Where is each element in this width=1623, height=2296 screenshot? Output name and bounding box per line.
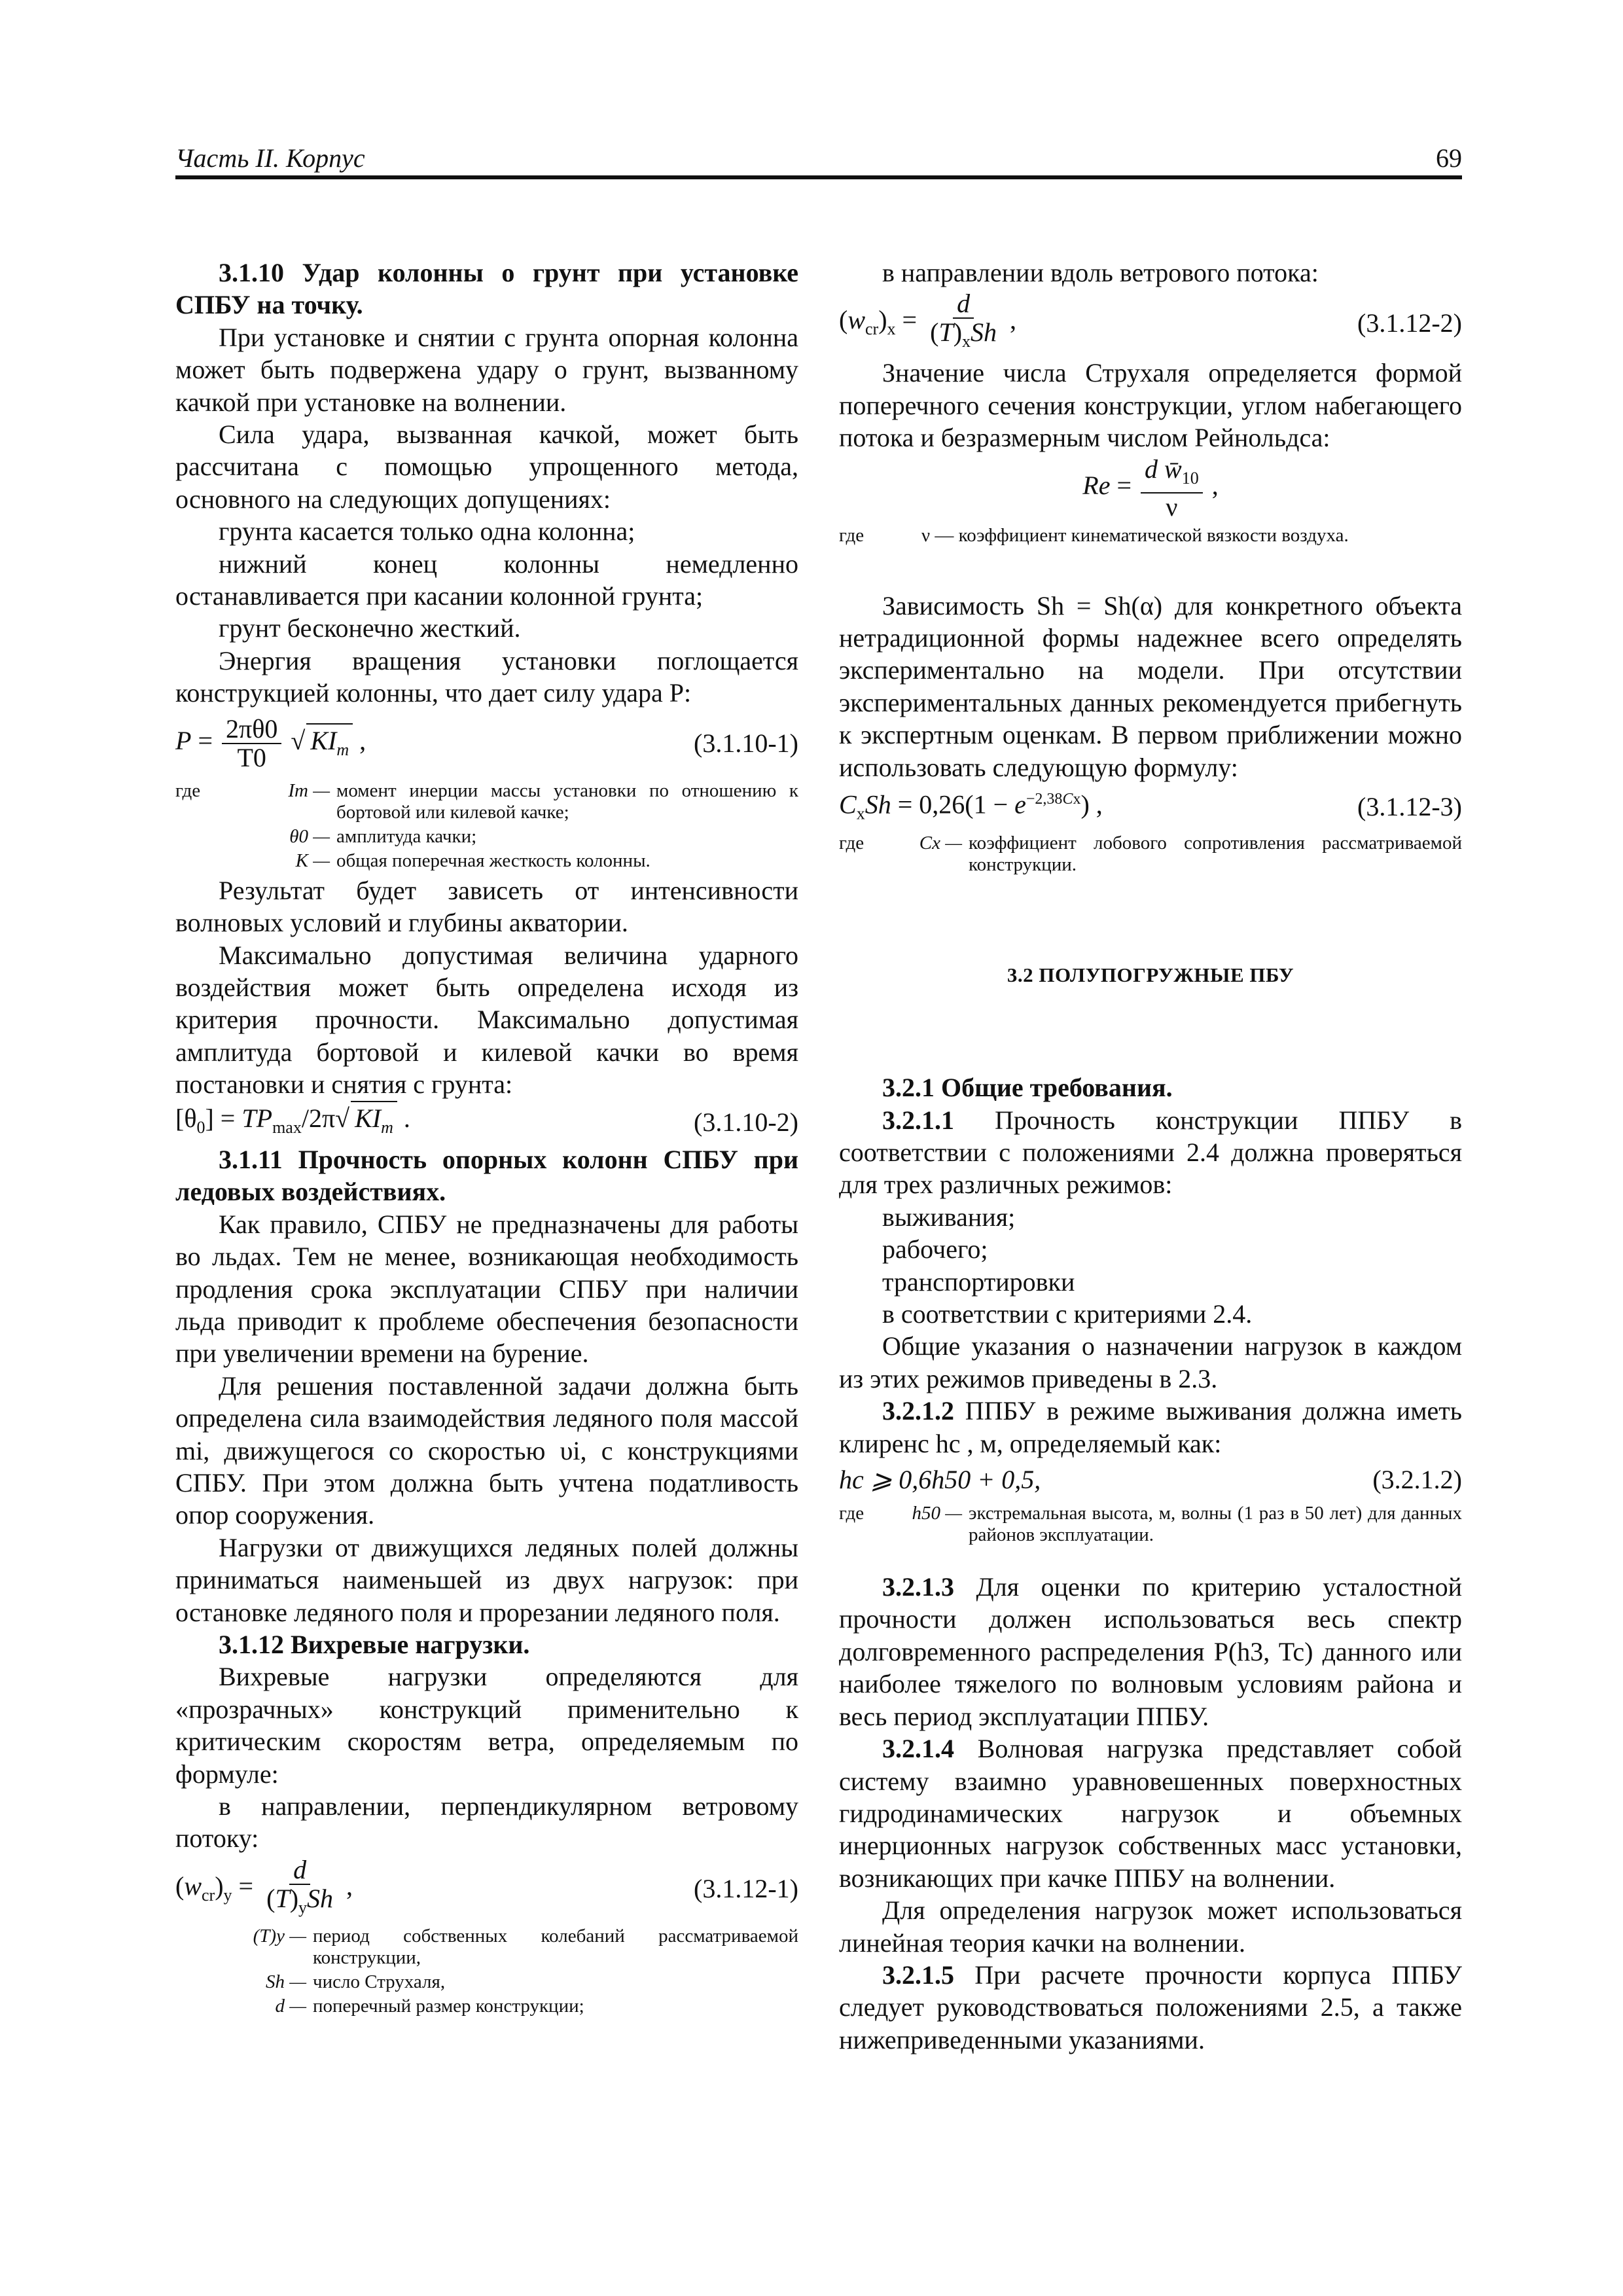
formula-3-1-12-3: $C_xSh = 0,26(1 - e^{-2,38Cx})$ , (3.1.12-3) [839, 789, 1462, 823]
formula-3-1-12-2: $(w_{cr})_x$ = $\frac{d}{(T)_xSh}$ , (3.1.12-2) [839, 289, 1462, 357]
formula-number: (3.1.12-1) [694, 1874, 798, 1904]
paragraph: Для определения нагрузок может использоваться линейная теория качки на волнении. [839, 1895, 1462, 1958]
section-title-3-2: 3.2 ПОЛУПОГРУЖНЫЕ ПБУ [1007, 963, 1294, 986]
note-line: Sh — число Струхаля, [265, 1971, 446, 1992]
note-line: где ν — коэффициент кинематической вязкости воздуха. [839, 524, 1349, 546]
formula-number: (3.1.10-1) [694, 728, 798, 758]
paragraph: Результат будет зависеть от интенсивности волновых условий и глубины акватории. [175, 875, 798, 938]
paragraph: 3.2.1.1 Прочность конструкции ППБУ в соответствии с положениями 2.4 должна проверяться для трех различных режимов: [839, 1105, 1463, 1200]
fraction: $\frac{d}{(T)_ySh}$ [266, 1854, 334, 1917]
right-column [839, 257, 1462, 2056]
formula-reynolds: Re = $\frac{d w̄_{10}}{\nu}$ , [1082, 454, 1219, 522]
formula-number: (3.1.12-2) [1357, 308, 1462, 338]
paragraph: 3.2.1.4 Волновая нагрузка представляет собой систему взаимно уравновешенных поверхностных гидродинамических нагрузок и объемных инерционных нагрузок собственных масс установки, возникающих при качке ППБУ на волнении. [839, 1734, 1462, 1893]
paragraph: Сила удара, вызванная качкой, может быть рассчитана с помощью упрощенного метода, основного на следующих допущениях: [175, 420, 798, 514]
fraction: $\frac{d}{(T)_xSh}$ [930, 289, 997, 351]
note-line: θ0 — амплитуда качки; [289, 825, 477, 847]
note-line: где h50 — экстремальная высота, м, волны (1 раз в 50 лет) для данных районов эксплуатации. [839, 1503, 1462, 1546]
formula-number: (3.1.10-2) [694, 1107, 798, 1137]
paragraph: При установке и снятии с грунта опорная колонна может быть подвержена удару о грунт, вызванному качкой при установке на волнении. [175, 322, 798, 417]
paragraph: Как правило, СПБУ не предназначены для работы во льдах. Тем не менее, возникающая необходимость продления срока эксплуатации СПБУ при наличии льда приводит к проблеме обеспечения безопасности при увеличении времени на бурение. [175, 1209, 798, 1369]
paragraph: 3.2.1.2 ППБУ в режиме выживания должна иметь клиренс hc , м, определяемый как: [839, 1396, 1462, 1458]
fraction: $\frac{d w̄_{10}}{\nu}$ [1141, 456, 1203, 521]
paragraph: Вихревые нагрузки определяются для «прозрачных» конструкций применительно к критическим скоростям ветра, определяемым по формуле: [175, 1662, 798, 1789]
left-column [175, 257, 798, 2020]
paragraph: 3.2.1.3 Для оценки по критерию усталостной прочности должен использоваться весь спектр долговременного распределения P(h3, Tc) данного или наиболее тяжелого по волновым условиям района и весь период эксплуатации ППБУ. [839, 1572, 1462, 1731]
note-line: где Im — момент инерции массы установки по отношению к бортовой или килевой качке; [175, 780, 798, 823]
paragraph: Общие указания о назначении нагрузок в каждом из этих режимов приведены в 2.3. [839, 1331, 1462, 1393]
page-number: 69 [1436, 143, 1462, 173]
note-line: (T)y — период собственных колебаний рассматриваемой конструкции, [253, 1925, 798, 1968]
note-line: где Cx — коэффициент лобового сопротивления рассматриваемой конструкции. [839, 832, 1462, 875]
note-line: d — поперечный размер конструкции; [275, 1995, 584, 2017]
formula-3-2-1-2: hc ⩾ 0,6h50 + 0,5, (3.2.1.2) [839, 1460, 1462, 1500]
heading-3-1-12: 3.1.12 Вихревые нагрузки. [219, 1630, 530, 1660]
heading-3-2-1: 3.2.1 Общие требования. [882, 1073, 1173, 1103]
header-rule [175, 175, 1462, 179]
heading-3-1-10: 3.1.10 Удар колонны о грунт при установке СПБУ на точку. [175, 258, 798, 320]
formula-3-1-12-1: $(w_{cr})_y$ = $\frac{d}{(T)_ySh}$ , (3.1.12-1) [175, 1855, 798, 1923]
mode-item: рабочего; [882, 1234, 988, 1265]
paragraph: в направлении, перпендикулярном ветровому потоку: [175, 1791, 798, 1854]
paragraph: Зависимость Sh = Sh(α) для конкретного объекта нетрадиционной формы надежнее всего определять экспериментально на модели. При отсутствии экспериментальных данных рекомендуется прибегнуть к экспертным оценкам. В первом приближении можно использовать следующую формулу: [839, 590, 1462, 782]
paragraph: Максимально допустимая величина ударного воздействия может быть определена исходя из критерия прочности. Максимально допустимая амплитуда бортовой и килевой качки во время постановки и снятия с грунта: [175, 940, 798, 1100]
formula-3-1-10-1: P = $\frac{2\pi\theta 0}{T0}$ √ $KI_m$ , (3.1.10-1) [175, 713, 798, 772]
paragraph: 3.2.1.5 При расчете прочности корпуса ППБУ следует руководствоваться положениями 2.5, а также нижеприведенными указаниями. [839, 1960, 1462, 2054]
paragraph: Значение числа Струхаля определяется формой поперечного сечения конструкции, углом набегающего потока и безразмерным числом Рейнольдса: [839, 358, 1462, 453]
mode-item: выживания; [882, 1202, 1016, 1232]
paragraph: Энергия вращения установки поглощается конструкцией колонны, что дает силу удара P: [175, 645, 798, 708]
assumption-item: нижний конец колонны немедленно останавливается при касании колонной грунта; [175, 548, 798, 611]
fraction: $\frac{2\pi\theta 0}{T0}$ [222, 715, 281, 772]
formula-number: (3.2.1.2) [1372, 1465, 1462, 1495]
heading-3-1-11: 3.1.11 Прочность опорных колонн СПБУ при ледовых воздействиях. [175, 1144, 798, 1207]
mode-item: транспортировки [882, 1266, 1075, 1297]
paragraph: в направлении вдоль ветрового потока: [882, 258, 1319, 287]
paragraph: Нагрузки от движущихся ледяных полей должны приниматься наименьшей из двух нагрузок: при остановке ледяного поля и прорезании ледяного поля. [175, 1532, 798, 1627]
formula-3-1-10-2: $[\theta_0] = TP_{max}/2\pi√$ $KI_m$ . (3.1.10-2) [175, 1101, 798, 1143]
assumption-item: грунт бесконечно жесткий. [219, 613, 521, 643]
paragraph: Для решения поставленной задачи должна быть определена сила взаимодействия ледяного поля массой mi, движущегося со скоростью υi, с конструкциями СПБУ. При этом должна быть учтена податливость опор сооружения. [175, 1371, 798, 1530]
formula-number: (3.1.12-3) [1357, 791, 1462, 821]
assumption-item: грунта касается только одна колонна; [219, 516, 635, 547]
paragraph: в соответствии с критериями 2.4. [882, 1299, 1253, 1329]
note-line: K — общая поперечная жесткость колонны. [295, 850, 651, 871]
running-title: Часть II. Корпус [175, 143, 365, 173]
